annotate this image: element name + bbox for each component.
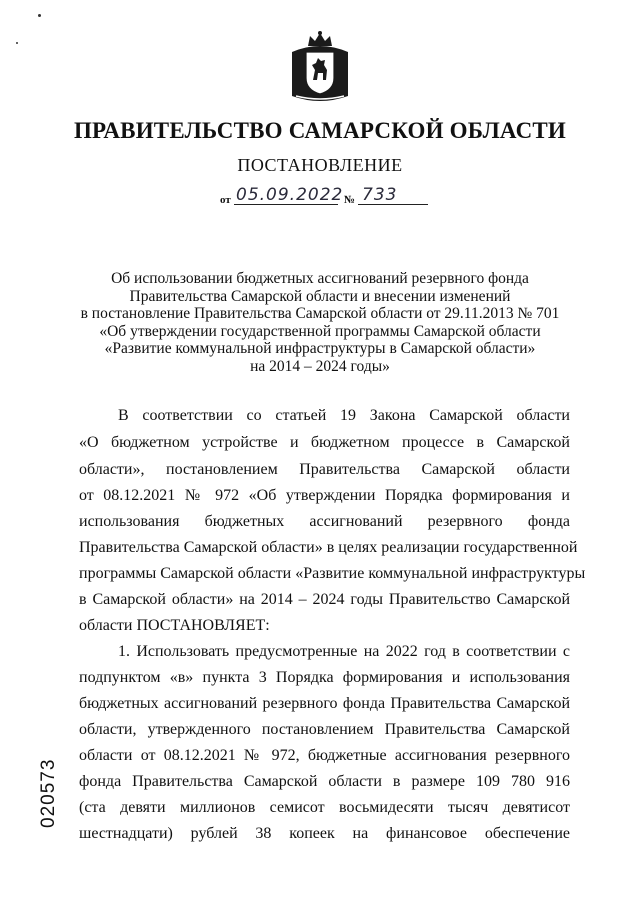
subject-line: в постановление Правительства Самарской области от 29.11.2013 № 701	[80, 305, 560, 322]
body-line: от 08.12.2021 № 972 «Об утверждении Порядка формирования и	[79, 487, 570, 504]
subject-line: на 2014 – 2024 годы»	[250, 357, 390, 375]
body-line: области», постановлением Правительства Самарской области	[79, 461, 570, 478]
decree-subject	[60, 270, 580, 375]
scan-speck	[16, 42, 18, 44]
body-line: подпунктом «в» пункта 3 Порядка формирования и использования	[79, 669, 570, 686]
serial-number-text: 020573	[38, 758, 59, 828]
body-line: В соответствии со статьей 19 Закона Самарской области	[118, 407, 570, 424]
body-line: использования бюджетных ассигнований резервного фонда	[79, 513, 570, 530]
body-line: Правительства Самарской области» в целях реализации государственной	[79, 539, 578, 556]
subject-line: Об использовании бюджетных ассигнований резервного фонда	[111, 270, 529, 287]
body-line: в Самарской области» на 2014 – 2024 годы Правительство Самарской	[79, 591, 570, 608]
body-line: 1. Использовать предусмотренные на 2022 год в соответствии с	[118, 643, 570, 660]
serial-number	[34, 748, 64, 828]
body-line: бюджетных ассигнований резервного фонда Правительства Самарской	[79, 695, 570, 712]
number-prefix: №	[344, 194, 356, 206]
handwritten-number: 733	[362, 185, 398, 205]
body-line: (ста девяти миллионов семисот восьмидесяти тысяч девятисот	[79, 799, 570, 816]
body-line: шестнадцати) рублей 38 копеек на финансовое обеспечение	[79, 825, 570, 842]
handwritten-date: 05.09.2022	[236, 185, 344, 205]
date-prefix: от	[220, 194, 231, 206]
scan-speck	[38, 14, 41, 17]
body-line: программы Самарской области «Развитие коммунальной инфраструктуры	[79, 565, 586, 582]
decree-date-number	[220, 185, 440, 211]
coat-of-arms-icon	[288, 30, 352, 106]
document-type-title: ПОСТАНОВЛЕНИЕ	[237, 155, 403, 175]
body-line: фонда Правительства Самарской области в размере 109 780 916	[79, 773, 570, 790]
body-line: области от 08.12.2021 № 972, бюджетные ассигнования резервного	[79, 747, 570, 764]
body-line: области ПОСТАНОВЛЯЕТ:	[79, 617, 270, 634]
body-line: области, утвержденного постановлением Правительства Самарской	[79, 721, 570, 738]
subject-line: Правительства Самарской области и внесении изменений	[129, 287, 511, 305]
subject-line: «Об утверждении государственной программы Самарской области	[99, 322, 541, 340]
government-title: ПРАВИТЕЛЬСТВО САМАРСКОЙ ОБЛАСТИ	[73, 118, 567, 143]
subject-line: «Развитие коммунальной инфраструктуры в Самарской области»	[104, 340, 536, 357]
body-line: «О бюджетном устройстве и бюджетном процессе в Самарской	[79, 434, 570, 451]
